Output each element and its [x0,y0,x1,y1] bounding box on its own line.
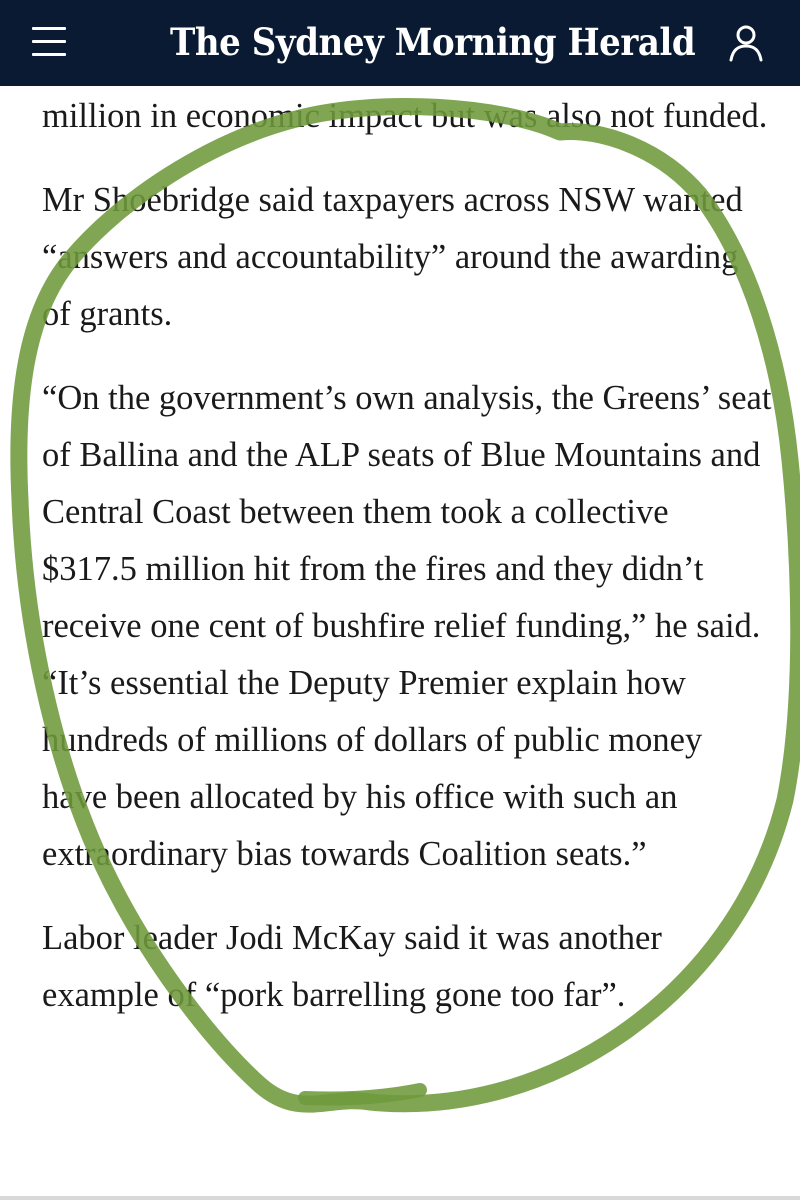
article-paragraph: Mr Shoebridge said taxpayers across NSW wanted “answers and accountability” around the awarding of grants. [42,181,743,333]
user-account-icon[interactable] [724,22,768,64]
hamburger-menu-icon[interactable] [30,24,70,60]
article-paragraph: “On the government’s own analysis, the Greens’ seat of Ballina and the ALP seats of Blue Mountains and Central Coast between them took a collective $317.5 million hit from the fires and they didn’t receive one cent of bushfire relief funding,” he said. “It’s essential the Deputy Premier explain how hundreds of millions of dollars of public money have been allocated by his office with such an extraordinary bias towards Coalition seats.” [42,379,772,873]
masthead-logo[interactable]: The Sydney Morning Herald [170,20,696,64]
bottom-divider [0,1196,800,1200]
site-header [0,0,800,86]
article-body [42,88,772,1051]
annotation-tail-stroke [305,1090,420,1099]
article-paragraph: Labor leader Jodi McKay said it was another example of “pork barrelling gone too far”. [42,919,662,1014]
article-paragraph: million in economic impact but was also not funded. [42,97,768,135]
